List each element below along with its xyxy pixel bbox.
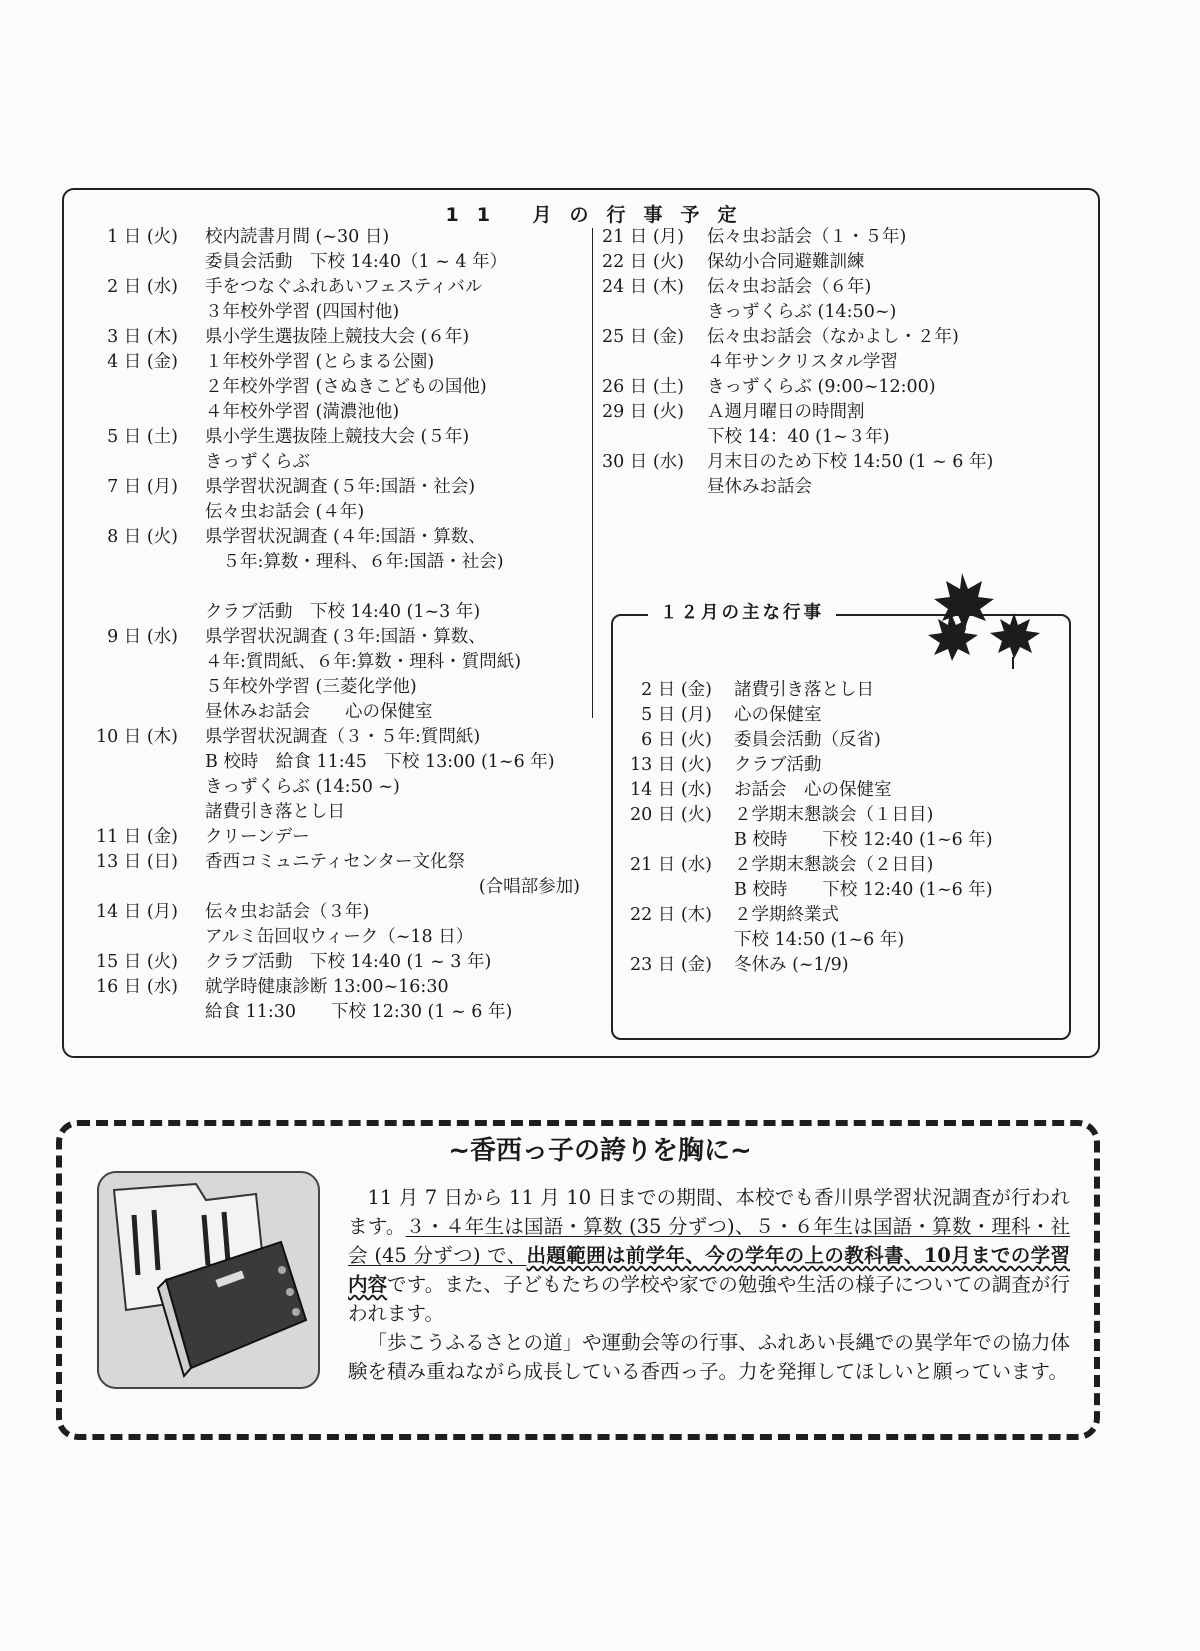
event-text: きっずくらぶ [205, 452, 310, 472]
schedule-line [592, 350, 1072, 375]
event-text: Ａ週月曜日の時間割 [707, 402, 865, 422]
schedule-line [592, 325, 1072, 350]
schedule-line [80, 650, 580, 675]
date-spacer [612, 878, 712, 903]
december-event [612, 728, 1067, 753]
event-text: アルミ缶回収ウィーク（~18 日） [205, 927, 474, 947]
event-text: ４年サンクリスタル学習 [707, 352, 898, 372]
date-spacer [80, 600, 178, 625]
schedule-line [592, 450, 1072, 475]
schedule-line [592, 225, 1072, 250]
event-text: 委員会活動 下校 14:40（1 ~ 4 年） [205, 252, 508, 272]
schedule-line [612, 703, 1067, 728]
december-event [612, 853, 1067, 903]
event-text: 県学習状況調査 (３年:国語・算数、 [205, 627, 486, 647]
date-spacer [80, 650, 178, 675]
schedule-line [592, 275, 1072, 300]
november-event [80, 850, 580, 900]
schedule-line [80, 925, 580, 950]
schedule-line [592, 375, 1072, 400]
event-text: ５年校外学習 (三菱化学他) [205, 677, 417, 697]
november-schedule-left [80, 225, 580, 1025]
schedule-line [612, 678, 1067, 703]
event-date: 15 日 (火) [95, 952, 178, 972]
december-event [612, 903, 1067, 953]
schedule-line [80, 950, 580, 975]
event-text: 県小学生選抜陸上競技大会 (５年) [205, 427, 470, 447]
schedule-line [612, 778, 1067, 803]
book-illustration-icon [96, 1170, 321, 1390]
schedule-line [592, 400, 1072, 425]
pride-paragraph-2: 「歩こうふるさとの道」や運動会等の行事、ふれあい長縄での異学年での協力体験を積み重ねながら成長している香西っ子。力を発揮してほしいと願っています。 [348, 1331, 1070, 1383]
event-text: きっずくらぶ (14:50~) [707, 302, 897, 322]
schedule-line [612, 728, 1067, 753]
november-event [80, 350, 580, 425]
schedule-line [80, 250, 580, 275]
date-spacer [80, 550, 178, 575]
event-date: 23 日 (金) [629, 955, 712, 975]
schedule-line [80, 750, 580, 775]
schedule-line [612, 803, 1067, 828]
date-spacer [80, 700, 178, 725]
event-text: 県学習状況調査 (４年:国語・算数、 [205, 527, 486, 547]
event-text: ３年校外学習 (四国村他) [205, 302, 400, 322]
event-text: B 校時 下校 12:40 (1~6 年) [734, 830, 993, 850]
event-text: クラブ活動 下校 14:40 (1~3 年) [205, 602, 481, 622]
date-spacer [80, 875, 178, 900]
event-text: ２学期終業式 [734, 905, 839, 925]
november-schedule-title: 11 月の行事予定 [445, 204, 755, 226]
event-text: 伝々虫お話会（６年) [707, 277, 872, 297]
november-event [80, 425, 580, 475]
schedule-line [80, 825, 580, 850]
schedule-line [80, 300, 580, 325]
event-date: 13 日 (火) [629, 755, 712, 775]
pride-paragraph-1 [348, 1183, 1070, 1328]
event-text: 県小学生選抜陸上競技大会 (６年) [205, 327, 470, 347]
event-text: B 校時 下校 12:40 (1~6 年) [734, 880, 993, 900]
november-event [80, 275, 580, 325]
event-text: ２学期末懇談会（１日目) [734, 805, 934, 825]
november-event [80, 625, 580, 725]
schedule-line [80, 475, 580, 500]
date-spacer [592, 300, 684, 325]
event-date: 2 日 (金) [641, 680, 712, 700]
event-date: 25 日 (金) [601, 327, 684, 347]
event-text: B 校時 給食 11:45 下校 13:00 (1~6 年) [205, 752, 555, 772]
event-date: 8 日 (火) [107, 527, 178, 547]
event-text: きっずくらぶ (14:50 ~) [205, 777, 400, 797]
event-text: クラブ活動 下校 14:40 (1 ~ 3 年) [205, 952, 492, 972]
schedule-line [80, 800, 580, 825]
schedule-line [592, 300, 1072, 325]
event-text: 給食 11:30 下校 12:30 (1 ~ 6 年) [205, 1002, 513, 1022]
event-text: 就学時健康診断 13:00~16:30 [205, 977, 449, 997]
pride-text-intro: 11 月 7 日から 11 月 10 日までの期間、本校でも香川県学習状況調査が行われます。 [348, 1186, 1070, 1238]
event-note: (合唱部参加) [478, 877, 580, 897]
blank-line [80, 575, 580, 600]
schedule-line [592, 475, 1072, 500]
event-text: 香西コミュニティセンター文化祭 [205, 852, 466, 872]
event-text: 昼休みお話会 心の保健室 [205, 702, 433, 722]
schedule-line [80, 225, 580, 250]
event-date: 5 日 (月) [641, 705, 712, 725]
schedule-line [80, 525, 580, 550]
event-text: ４年:質問紙、６年:算数・理科・質問紙) [205, 652, 522, 672]
event-text: 心の保健室 [734, 705, 822, 725]
date-spacer [80, 400, 178, 425]
event-date: 22 日 (木) [629, 905, 712, 925]
pride-text-survey: です。また、子どもたちの学校や家での勉強や生活の様子についての調査が行われます。 [348, 1273, 1070, 1325]
date-spacer [612, 828, 712, 853]
december-events-title: １２月の主な行事 [648, 598, 836, 628]
event-date: 14 日 (水) [629, 780, 712, 800]
event-text: ５年:算数・理科、６年:国語・社会) [205, 552, 504, 572]
date-spacer [80, 775, 178, 800]
event-text: 伝々虫お話会 (４年) [205, 502, 365, 522]
date-spacer [80, 800, 178, 825]
event-text: 県学習状況調査（３・５年:質問紙) [205, 727, 481, 747]
event-text: 諸費引き落とし日 [734, 680, 874, 700]
event-date: 10 日 (木) [95, 727, 178, 747]
december-event [612, 703, 1067, 728]
event-text: 手をつなぐふれあいフェスティバル [205, 277, 483, 297]
maple-leaves-icon [922, 565, 1052, 675]
event-text: 伝々虫お話会（３年) [205, 902, 370, 922]
schedule-line [612, 903, 1067, 928]
schedule-line [80, 725, 580, 750]
november-event [592, 400, 1072, 450]
schedule-line [80, 500, 580, 525]
december-event [612, 953, 1067, 978]
november-schedule-right [592, 225, 1072, 500]
november-event [80, 525, 580, 625]
event-text: きっずくらぶ (9:00~12:00) [707, 377, 936, 397]
event-date: 9 日 (水) [107, 627, 178, 647]
schedule-line [80, 1000, 580, 1025]
date-spacer [592, 425, 684, 450]
date-spacer [80, 750, 178, 775]
event-date: 3 日 (木) [107, 327, 178, 347]
schedule-line [612, 828, 1067, 853]
event-text: 下校 14：40 (1~３年) [707, 427, 890, 447]
event-date: 21 日 (水) [629, 855, 712, 875]
december-event [612, 778, 1067, 803]
date-spacer [80, 250, 178, 275]
november-event [80, 900, 580, 950]
date-spacer [80, 375, 178, 400]
event-date: 11 日 (金) [95, 827, 178, 847]
event-text: ４年校外学習 (満濃池他) [205, 402, 400, 422]
date-spacer [80, 925, 178, 950]
schedule-line [80, 700, 580, 725]
event-text: 下校 14:50 (1~6 年) [734, 930, 905, 950]
event-text: お話会 心の保健室 [734, 780, 892, 800]
event-date: 13 日 (日) [95, 852, 178, 872]
november-event [592, 325, 1072, 375]
november-event [80, 975, 580, 1025]
event-date: 7 日 (月) [107, 477, 178, 497]
schedule-line [612, 953, 1067, 978]
event-date: 4 日 (金) [107, 352, 178, 372]
schedule-line [80, 375, 580, 400]
event-date: 2 日 (水) [107, 277, 178, 297]
date-spacer [80, 675, 178, 700]
event-text: クリーンデー [205, 827, 310, 847]
november-event [592, 225, 1072, 250]
december-events-list [612, 678, 1067, 978]
event-text: 月末日のため下校 14:50 (1 ~ 6 年) [707, 452, 994, 472]
november-event [592, 275, 1072, 325]
event-date: 5 日 (土) [107, 427, 178, 447]
schedule-line [612, 928, 1067, 953]
november-event [592, 375, 1072, 400]
date-spacer [80, 1000, 178, 1025]
event-text: 伝々虫お話会（１・５年) [707, 227, 907, 247]
november-event [80, 475, 580, 525]
pride-text-subjects: ３・４年生は国語・算数 (35 分ずつ)、５・６年生は国語・算数・理科・社会 (45 分ずつ) で、 [348, 1215, 1070, 1267]
schedule-line [80, 350, 580, 375]
date-spacer [80, 300, 178, 325]
schedule-line [80, 325, 580, 350]
november-event [80, 725, 580, 825]
schedule-line [80, 900, 580, 925]
december-event [612, 753, 1067, 778]
schedule-line [80, 975, 580, 1000]
schedule-line [80, 675, 580, 700]
november-event [80, 225, 580, 275]
event-text: 伝々虫お話会（なかよし・２年) [707, 327, 959, 347]
event-date: 14 日 (月) [95, 902, 178, 922]
schedule-line [612, 878, 1067, 903]
schedule-line [80, 600, 580, 625]
event-text: 委員会活動（反省) [734, 730, 881, 750]
event-date: 24 日 (木) [601, 277, 684, 297]
event-date: 22 日 (火) [601, 252, 684, 272]
pride-message-body [348, 1183, 1070, 1386]
schedule-line [80, 875, 580, 900]
schedule-line [80, 275, 580, 300]
schedule-line [80, 450, 580, 475]
date-spacer [592, 350, 684, 375]
event-date: 26 日 (土) [601, 377, 684, 397]
schedule-line [80, 550, 580, 575]
event-text: クラブ活動 [734, 755, 822, 775]
event-date: 16 日 (水) [95, 977, 178, 997]
november-event [80, 825, 580, 850]
schedule-line [592, 250, 1072, 275]
date-spacer [592, 475, 684, 500]
date-spacer [80, 450, 178, 475]
event-date: 6 日 (火) [641, 730, 712, 750]
event-date: 29 日 (火) [601, 402, 684, 422]
event-text: 県学習状況調査 (５年:国語・社会) [205, 477, 476, 497]
pride-text-scope: 出題範囲は前学年、今の学年の上の教科書、10月までの学習内容 [348, 1244, 1070, 1296]
schedule-line [612, 853, 1067, 878]
event-text: １年校外学習 (とらまる公園) [205, 352, 435, 372]
date-spacer [612, 928, 712, 953]
date-spacer [80, 500, 178, 525]
schedule-line [612, 753, 1067, 778]
event-text: 昼休みお話会 [707, 477, 812, 497]
schedule-line [80, 625, 580, 650]
november-event [80, 950, 580, 975]
event-text: ２年校外学習 (さぬきこどもの国他) [205, 377, 487, 397]
event-date: 20 日 (火) [629, 805, 712, 825]
december-event [612, 803, 1067, 853]
event-date: 30 日 (水) [601, 452, 684, 472]
schedule-line [592, 425, 1072, 450]
event-text: 諸費引き落とし日 [205, 802, 345, 822]
november-event [592, 250, 1072, 275]
pride-message-title: ~香西っ子の誇りを胸に~ [448, 1136, 752, 1166]
schedule-line [80, 775, 580, 800]
event-text: 冬休み (~1/9) [734, 955, 849, 975]
event-text: ２学期末懇談会（２日目) [734, 855, 934, 875]
november-event [80, 325, 580, 350]
december-event [612, 678, 1067, 703]
schedule-line [80, 425, 580, 450]
event-text: 校内読書月間 (~30 日) [205, 227, 390, 247]
schedule-line [80, 400, 580, 425]
event-text: 保幼小合同避難訓練 [707, 252, 865, 272]
event-date: 21 日 (月) [601, 227, 684, 247]
november-event [592, 450, 1072, 500]
schedule-line [80, 850, 580, 875]
event-date: 1 日 (火) [107, 227, 178, 247]
